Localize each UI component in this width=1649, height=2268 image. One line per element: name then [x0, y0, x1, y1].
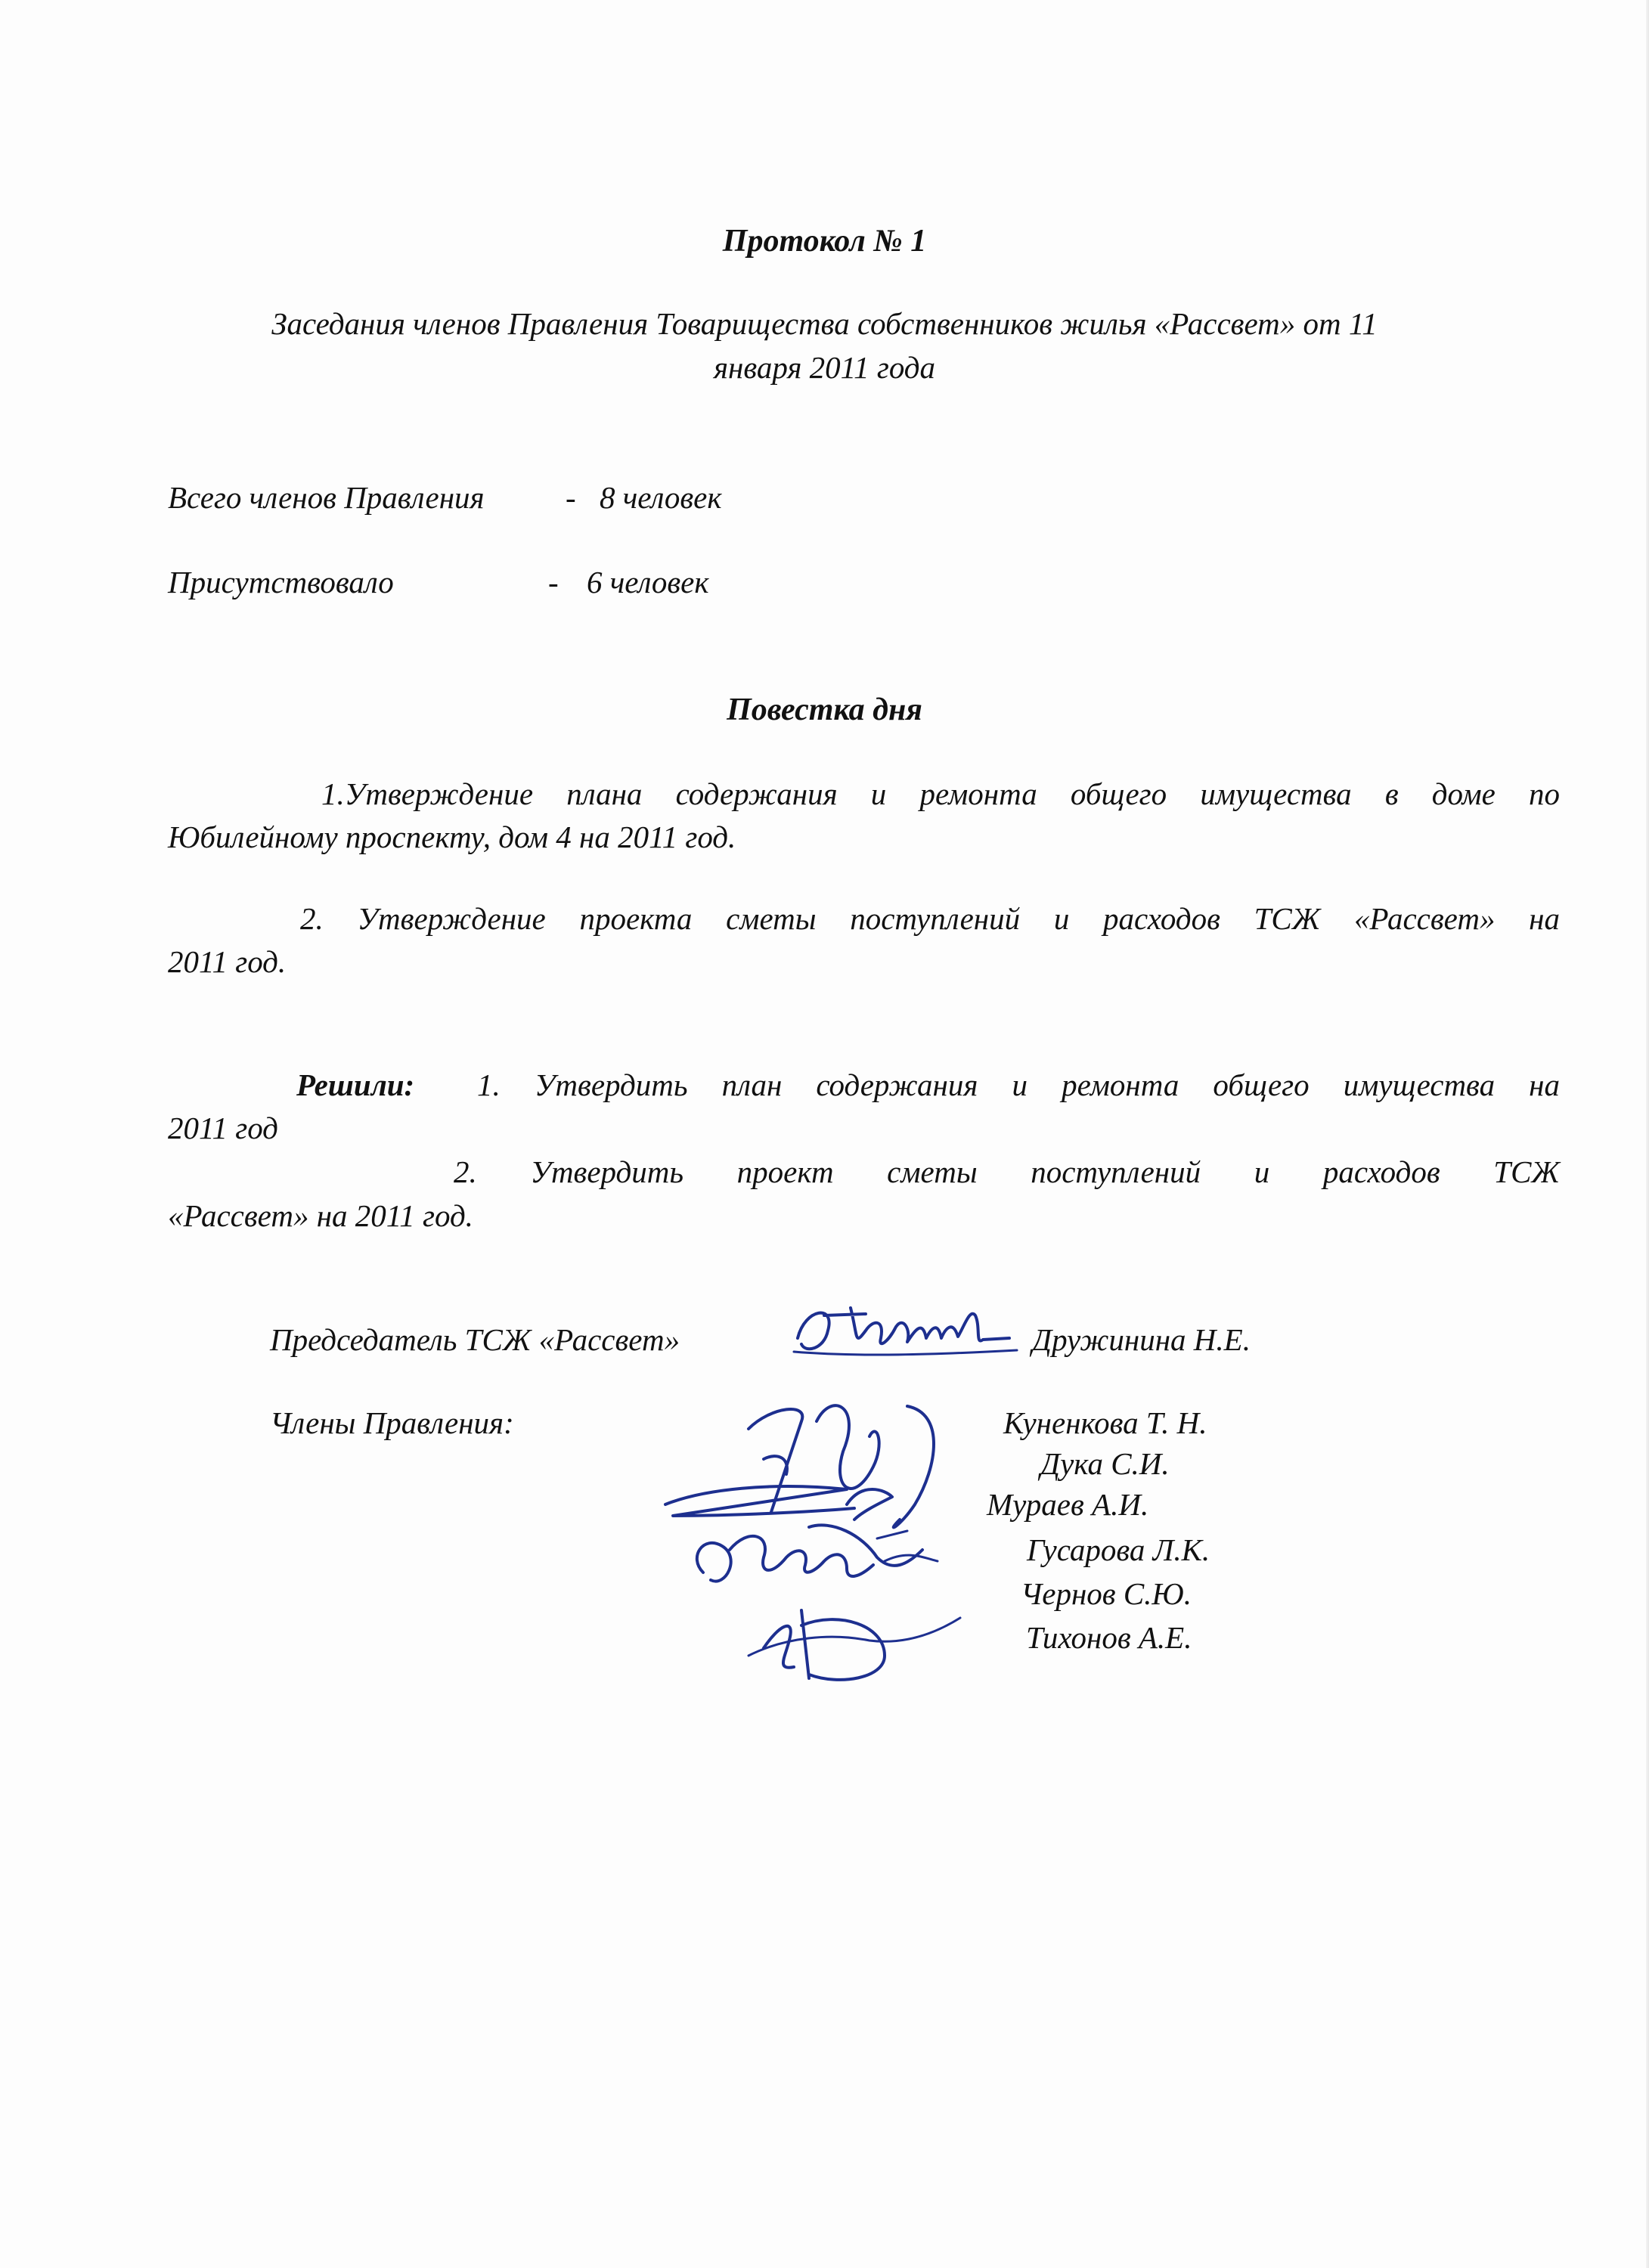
scan-edge — [1646, 0, 1649, 2268]
member-name-1: Куненкова Т. Н. — [1003, 1405, 1207, 1440]
member-name-6: Тихонов А.Е. — [1026, 1620, 1192, 1655]
member-name-5: Чернов С.Ю. — [1021, 1576, 1192, 1611]
agenda-item2-line2: 2011 год. — [168, 944, 287, 979]
total-members-value: 8 человек — [600, 480, 722, 515]
agenda-item1-line2: Юбилейному проспекту, дом 4 на 2011 год. — [168, 820, 736, 854]
agenda-item2-line1: 2. Утверждение проекта сметы поступлений и расходов ТСЖ «Рассвет» на — [300, 901, 1560, 936]
chairman-signature — [783, 1285, 1032, 1376]
agenda-heading: Повестка дня — [727, 692, 922, 727]
document-title: Протокол № 1 — [722, 224, 927, 259]
members-label: Члены Правления: — [270, 1405, 514, 1440]
member-name-3: Мураев А.И. — [987, 1487, 1149, 1522]
chairman-name: Дружинина Н.Е. — [1032, 1322, 1251, 1357]
member-name-2: Дука С.И. — [1040, 1446, 1170, 1481]
present-value: 6 человек — [587, 565, 709, 600]
agenda-item1-line1: 1.Утверждение плана содержания и ремонта общего имущества в доме по — [321, 776, 1560, 811]
decision-label: Решили: — [296, 1067, 415, 1102]
decision-item1-line2: 2011 год — [168, 1111, 278, 1145]
decision-item2-line1: 2. Утвердить проект сметы поступлений и расходов ТСЖ — [454, 1154, 1560, 1189]
present-label: Присутствовало — [168, 565, 394, 600]
document-subtitle-line1: Заседания членов Правления Товарищества собственников жилья «Рассвет» от 11 — [271, 306, 1378, 341]
decision-item2-line2: «Рассвет» на 2011 год. — [168, 1198, 473, 1233]
total-members-dash: - — [566, 480, 576, 515]
member-name-4: Гусарова Л.К. — [1027, 1532, 1210, 1567]
decision-item1-line1: 1. Утвердить план содержания и ремонта общего имущества на — [477, 1067, 1560, 1102]
present-dash: - — [548, 565, 559, 600]
total-members-label: Всего членов Правления — [168, 480, 485, 515]
chairman-label: Председатель ТСЖ «Рассвет» — [270, 1322, 680, 1357]
members-signatures — [658, 1376, 1006, 1693]
document-subtitle-line2: января 2011 года — [713, 350, 936, 385]
